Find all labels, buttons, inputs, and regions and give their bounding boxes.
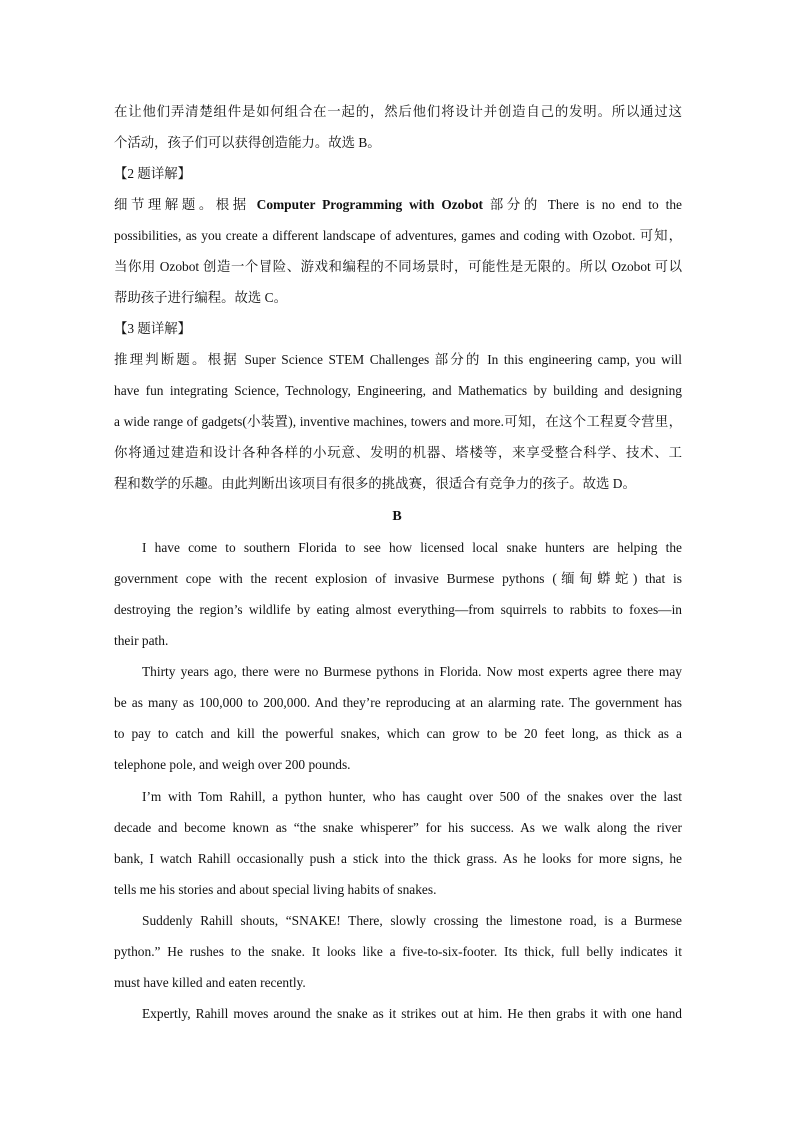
passage-line: Expertly, Rahill moves around the snake as it strikes out at him. He then grabs it with one hand — [142, 1006, 682, 1021]
text-line: 当你用 Ozobot 创造一个冒险、游戏和编程的不同场景时，可能性是无限的。所以 Ozobot 可以 — [114, 259, 682, 274]
passage-line: Suddenly Rahill shouts, “SNAKE! There, slowly crossing the limestone road, is a Burmese — [142, 913, 682, 928]
text-line: a wide range of gadgets(小装置), inventive machines, towers and more.可知，在这个工程夏令营里， — [114, 414, 682, 429]
text-line: have fun integrating Science, Technology, Engineering, and Mathematics by building and designing — [114, 383, 682, 398]
passage-line: decade and become known as “the snake whisperer” for his success. As we walk along the river — [114, 820, 682, 835]
passage-line: government cope with the recent explosion of invasive Burmese pythons (缅甸蟒蛇) that is — [114, 571, 682, 586]
passage-line: I have come to southern Florida to see how licensed local snake hunters are helping the — [142, 540, 682, 555]
passage-line: must have killed and eaten recently. — [114, 975, 306, 990]
text-line: 程和数学的乐趣。由此判断出该项目有很多的挑战赛，很适合有竞争力的孩子。故选 D。 — [114, 476, 636, 491]
passage-line: destroying the region’s wildlife by eating almost everything—from squirrels to rabbits to foxes—in — [114, 602, 682, 617]
q3-header: 【3 题详解】 — [114, 321, 191, 336]
passage-line: python.” He rushes to the snake. It looks like a five-to-six-footer. Its thick, full belly indicates it — [114, 944, 682, 959]
text-line: possibilities, as you create a different landscape of adventures, games and coding with Ozobot. 可知， — [114, 228, 682, 243]
passage-line: I’m with Tom Rahill, a python hunter, who has caught over 500 of the snakes over the last — [142, 789, 682, 804]
q2-line1-pre: 细节理解题。根据 — [114, 197, 257, 212]
text-line: 推理判断题。根据 Super Science STEM Challenges 部分的 In this engineering camp, you will — [114, 352, 682, 367]
passage-line: to pay to catch and kill the powerful snakes, which can grow to be 20 feet long, as thick as a — [114, 726, 682, 741]
q2-header: 【2 题详解】 — [114, 166, 191, 181]
passage-line: tells me his stories and about special living habits of snakes. — [114, 882, 437, 897]
passage-line: telephone pole, and weigh over 200 pounds. — [114, 757, 351, 772]
text-line: 个活动，孩子们可以获得创造能力。故选 B。 — [114, 135, 381, 150]
q2-line1-post: 部分的 There is no end to the — [482, 197, 682, 212]
text-line — [114, 195, 682, 215]
text-line: 你将通过建造和设计各种各样的小玩意、发明的机器、塔楼等，来享受整合科学、技术、工 — [114, 445, 682, 460]
section-title: B — [392, 509, 402, 524]
passage-line: Thirty years ago, there were no Burmese pythons in Florida. Now most experts agree there may — [142, 664, 682, 679]
passage-line: bank, I watch Rahill occasionally push a stick into the thick grass. As he looks for more signs, he — [114, 851, 682, 866]
passage-line: their path. — [114, 633, 169, 648]
q2-line1-bold: Computer Programming with Ozobot — [256, 197, 483, 212]
passage-line: be as many as 100,000 to 200,000. And they’re reproducing at an alarming rate. The government has — [114, 695, 682, 710]
text-line: 在让他们弄清楚组件是如何组合在一起的，然后他们将设计并创造自己的发明。所以通过这 — [114, 104, 682, 119]
text-line: 帮助孩子进行编程。故选 C。 — [114, 290, 287, 305]
